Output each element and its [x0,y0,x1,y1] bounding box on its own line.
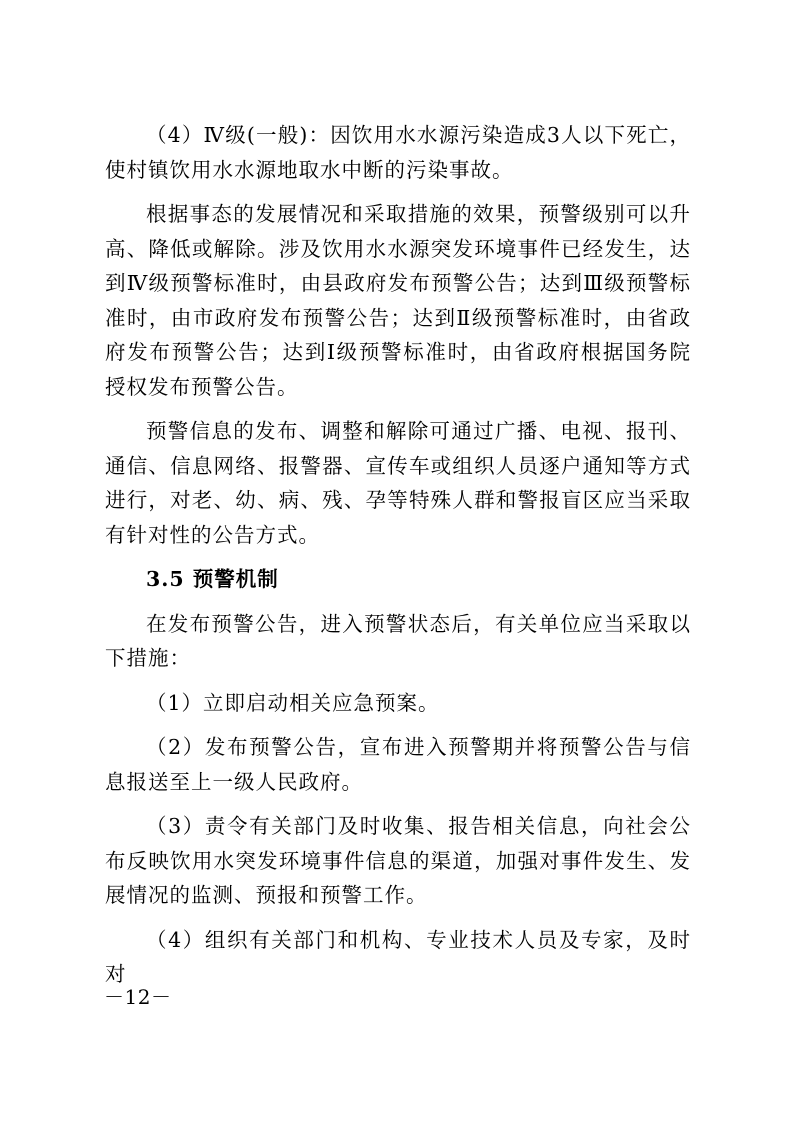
paragraph-level-iv: （4）Ⅳ级(一般)：因饮用水水源污染造成3人以下死亡，使村镇饮用水水源地取水中断的污染事故。 [105,123,691,182]
paragraph-warning-release-channels: 预警信息的发布、调整和解除可通过广播、电视、报刊、通信、信息网络、报警器、宣传车或组织人员逐户通知等方式进行，对老、幼、病、残、孕等特殊人群和警报盲区应当采取有针对性的公告方式。 [105,419,691,547]
paragraph-measure-3: （3）责令有关部门及时收集、报告相关信息，向社会公布反映饮用水突发环境事件信息的渠道，加强对事件发生、发展情况的监测、预报和预警工作。 [105,814,691,907]
paragraph-measure-1: （1）立即启动相关应急预案。 [146,690,440,715]
paragraph-warning-level-adjustment: 根据事态的发展情况和采取措施的效果，预警级别可以升高、降低或解除。涉及饮用水水源突发环境事件已经发生，达到Ⅳ级预警标准时，由县政府发布预警公告；达到Ⅲ级预警标准时，由市政府发布预警公告；达到Ⅱ级预警标准时，由省政府发布预警公告；达到Ⅰ级预警标准时，由省政府根据国务院授权发布预警公告。 [105,202,691,399]
page-number: －12－ [104,985,172,1009]
paragraph-measure-2: （2）发布预警公告，宣布进入预警期并将预警公告与信息报送至上一级人民政府。 [105,735,691,794]
body-text [105,118,691,1002]
paragraph-measures-intro: 在发布预警公告，进入预警状态后，有关单位应当采取以下措施： [105,611,691,670]
section-heading: 3.5 预警机制 [146,567,279,591]
paragraph-measure-4: （4）组织有关部门和机构、专业技术人员及专家，及时对 [105,927,691,986]
